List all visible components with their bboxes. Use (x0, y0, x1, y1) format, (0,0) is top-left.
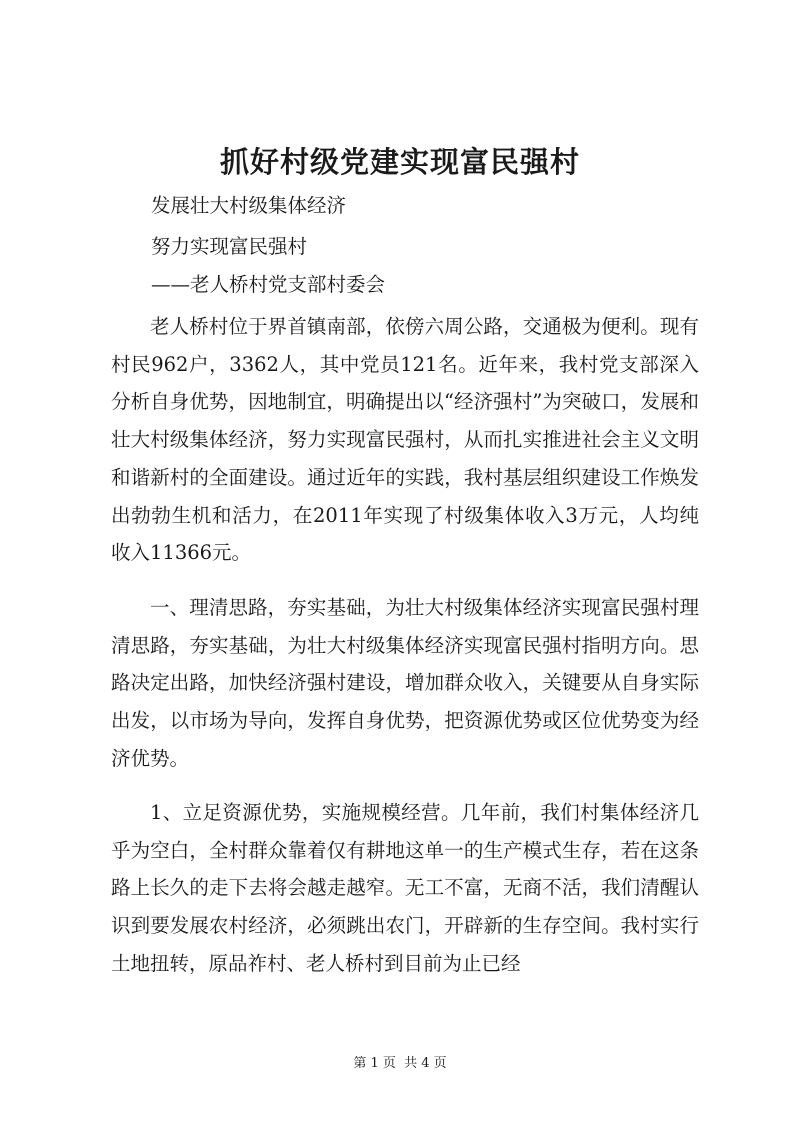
document-title: 抓好村级党建实现富民强村 (219, 145, 580, 179)
body-paragraph-item-1: 1、立足资源优势，实施规模经营。几年前，我们村集体经济几乎为空白，全村群众靠着仅有耕地这单一的生产模式生存，若在这条路上长久的走下去将会越走越窄。无工不富，无商不活，我们清醒认识到要发展农村经济，必须跳出农门，开辟新的生存空间。我村实行土地扭转，原品祚村、老人桥村到目前为止已经 (111, 801, 699, 975)
subtitle-author-line: ——老人桥村党支部村委会 (151, 273, 386, 296)
subtitle-line-2: 努力实现富民强村 (151, 235, 308, 258)
page-number-footer: 第 1 页 共 4 页 (353, 1056, 447, 1071)
body-paragraph-intro: 老人桥村位于界首镇南部，依傍六周公路，交通极为便利。现有村民962户，3362人，其中党员121名。近年来，我村党支部深入分析自身优势，因地制宜，明确提出以“经济强村”为突破口，发展和壮大村级集体经济，努力实现富民强村，从而扎实推进社会主义文明和谐新村的全面建设。通过近年的实践，我村基层组织建设工作焕发出勃勃生机和活力，在2011年实现了村级集体收入3万元，人均纯收入11366元。 (111, 315, 699, 565)
body-paragraph-section-1: 一、理清思路，夯实基础，为壮大村级集体经济实现富民强村理清思路，夯实基础，为壮大村级集体经济实现富民强村指明方向。思路决定出路，加快经济强村建设，增加群众收入，关键要从自身实际出发，以市场为导向，发挥自身优势，把资源优势或区位优势变为经济优势。 (111, 596, 699, 770)
subtitle-line-1: 发展壮大村级集体经济 (151, 194, 347, 217)
